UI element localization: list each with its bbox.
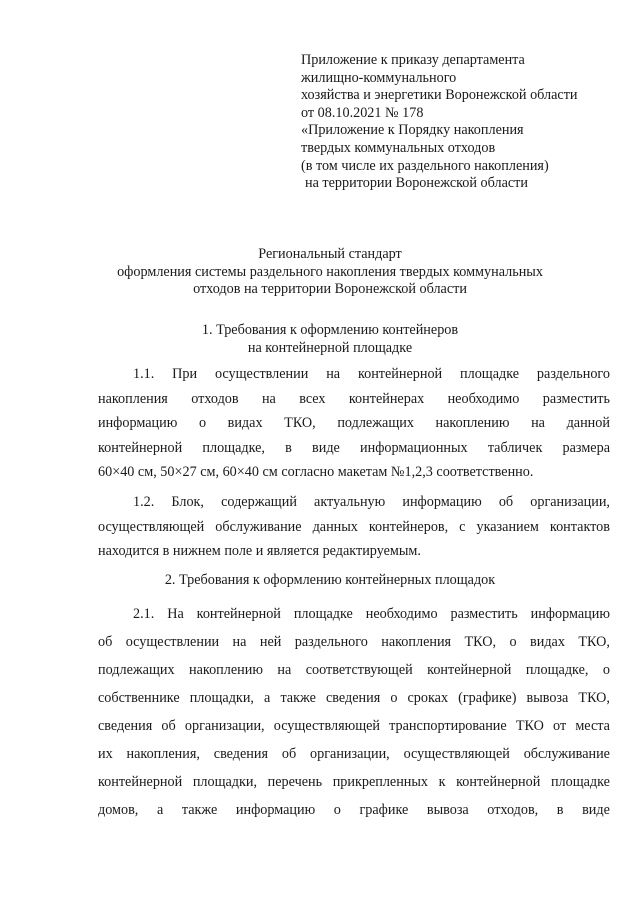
paragraph-line: осуществляющей обслуживание данных контейнеров, с указанием контактов — [98, 518, 610, 535]
title-line: Региональный стандарт — [258, 246, 402, 262]
paragraph-line: 60×40 см, 50×27 см, 60×40 см согласно макетам №1,2,3 соответственно. — [98, 464, 534, 480]
paragraph-line: подлежащих накоплению на соответствующей контейнерной площадке, о — [98, 662, 610, 678]
paragraph-line: их накопления, сведения об организации, осуществляющей обслуживание — [98, 746, 610, 762]
appendix-line: жилищно-коммунального — [301, 69, 457, 86]
section1-heading — [60, 322, 600, 357]
paragraph-line: 1.1. При осуществлении на контейнерной площадке раздельного — [133, 366, 610, 382]
heading-line: 1. Требования к оформлению контейнеров — [201, 322, 459, 338]
paragraph-line: контейнерной площадки, перечень прикрепленных к контейнерной площадке — [98, 774, 610, 790]
section2-heading: 2. Требования к оформлению контейнерных площадок — [164, 572, 496, 588]
paragraph-line: контейнерной площадке, в виде информационных табличек размера — [98, 439, 610, 456]
paragraph-2-1 — [98, 600, 610, 824]
paragraph-line: сведения об организации, осуществляющей транспортирование ТКО от места — [98, 718, 610, 734]
appendix-line: на территории Воронежской области — [305, 175, 528, 192]
paragraph-1-1 — [98, 362, 610, 485]
paragraph-line: об осуществлении на ней раздельного накопления ТКО, о видах ТКО, — [98, 634, 610, 650]
appendix-header — [301, 52, 621, 193]
appendix-line: «Приложение к Порядку накопления — [301, 122, 524, 139]
paragraph-line: находится в нижнем поле и является редактируемым. — [98, 543, 421, 559]
appendix-line: от 08.10.2021 № 178 — [301, 104, 424, 121]
title-line: отходов на территории Воронежской области — [193, 281, 467, 298]
heading-line: на контейнерной площадке — [247, 339, 413, 356]
appendix-line: (в том числе их раздельного накопления) — [301, 157, 549, 174]
paragraph-line: накопления отходов на всех контейнерах необходимо разместить — [98, 390, 610, 407]
appendix-line: твердых коммунальных отходов — [301, 139, 496, 156]
appendix-line: Приложение к приказу департамента — [301, 52, 525, 68]
paragraph-line: собственнике площадки, а также сведения о сроках (графике) вывоза ТКО, — [98, 690, 610, 706]
paragraph-line: домов, а также информацию о графике вывоза отходов, в виде — [98, 802, 610, 818]
paragraph-line: 2.1. На контейнерной площадке необходимо разместить информацию — [133, 606, 610, 622]
appendix-line: хозяйства и энергетики Воронежской области — [301, 87, 578, 104]
paragraph-line: 1.2. Блок, содержащий актуальную информацию об организации, — [133, 494, 610, 510]
paragraph-line: информацию о видах ТКО, подлежащих накоплению на данной — [98, 415, 610, 431]
title-line: оформления системы раздельного накопления твердых коммунальных — [117, 263, 543, 280]
document-title — [60, 246, 600, 299]
paragraph-1-2 — [98, 490, 610, 564]
